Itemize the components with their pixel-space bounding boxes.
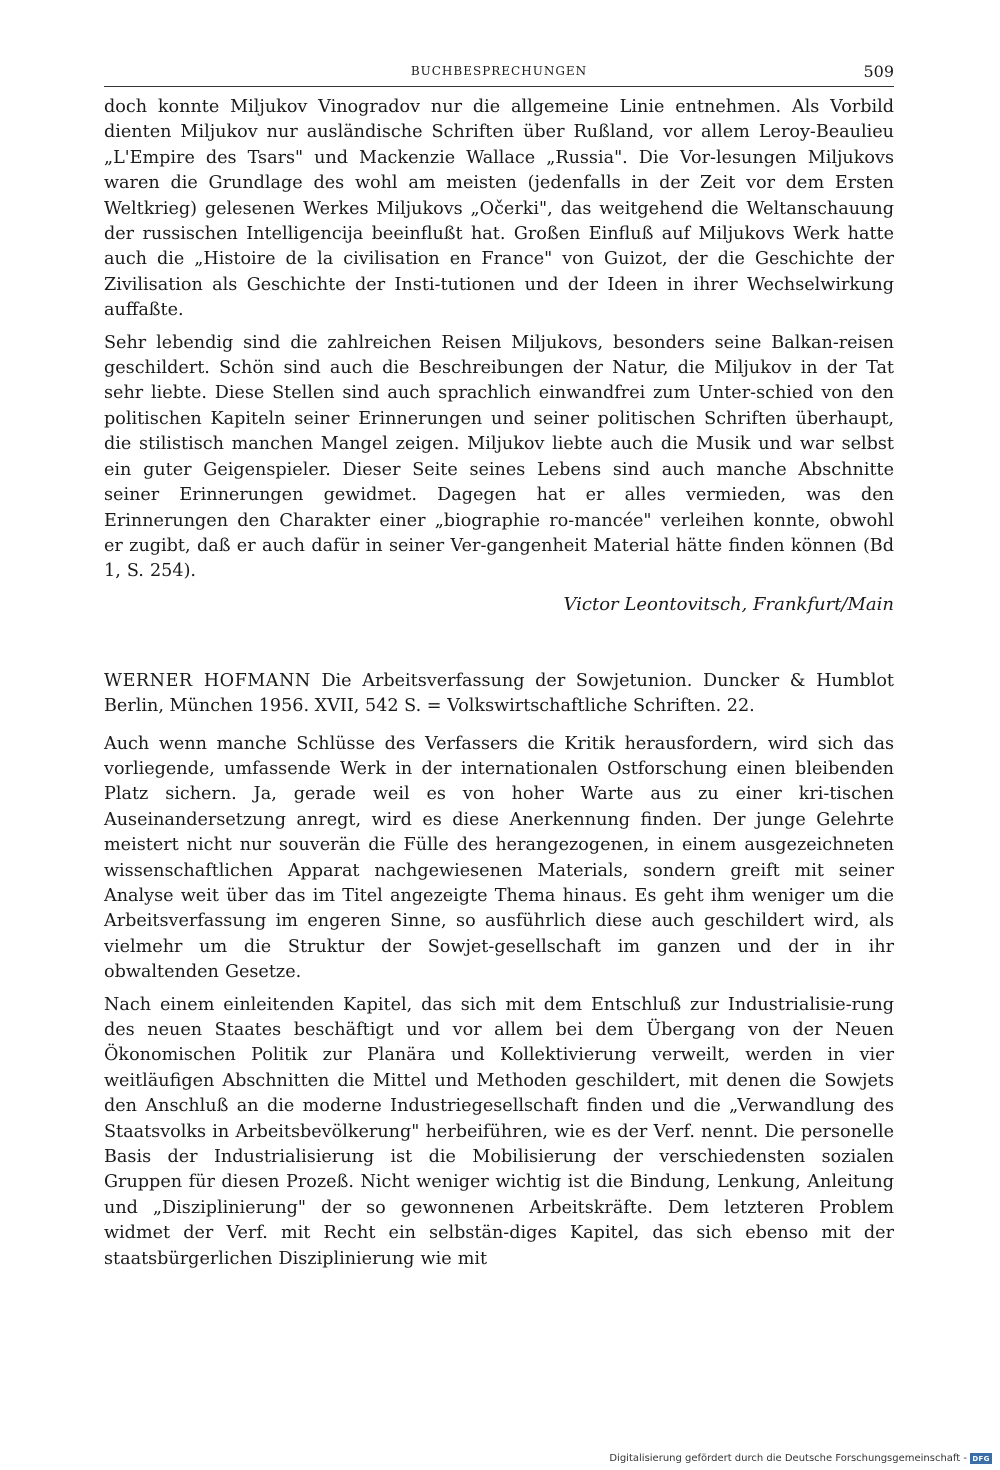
reviewer-signature: Victor Leontovitsch, Frankfurt/Main (563, 593, 894, 615)
digitization-footer (609, 1453, 992, 1464)
paragraph-1: doch konnte Miljukov Vinogradov nur die allgemeine Linie entnehmen. Als Vorbild dienten Miljukov nur ausländische Schriften über Rußland, vor allem Leroy-Beaulieu „L'Empire des Tsars" und Mackenzie Wallace „Russia". Die Vor-lesungen Miljukovs waren die Grundlage des wohl am meisten (jedenfalls in der Zeit vor dem Ersten Weltkrieg) gelesenen Werkes Miljukovs „Očerki", das weitgehend die Weltanschauung der russischen Intelligencija beeinflußt hat. Großen Einfluß auf Miljukovs Werk hatte auch die „Histoire de la civilisation en France" von Guizot, der die Geschichte der Zivilisation als Geschichte der Insti-tutionen und der Ideen in ihrer Wechselwirkung auffaßte. (104, 97, 894, 321)
paragraph-3: Auch wenn manche Schlüsse des Verfassers die Kritik herausfordern, wird sich das vorliegende, umfassende Werk in der internationalen Ostforschung einen bleibenden Platz sichern. Ja, gerade weil es von hoher Warte aus zu einer kri-tischen Auseinandersetzung anregt, wird es diese Anerkennung finden. Der junge Gelehrte meistert nicht nur souverän die Fülle des herangezogenen, in einem ausgezeichneten wissenschaftlichen Apparat nachgewiesenen Materials, sondern greift mit seiner Analyse weit über das im Titel angezeigte Thema hinaus. Es geht ihm weniger um die Arbeitsverfassung im engeren Sinne, so ausführlich diese auch geschildert wird, als vielmehr um die Struktur der Sowjet-gesellschaft im ganzen und der in ihr obwaltenden Gesetze. (104, 733, 894, 983)
running-header (104, 56, 894, 87)
paragraph-2: Sehr lebendig sind die zahlreichen Reisen Miljukovs, besonders seine Balkan-reisen geschildert. Schön sind auch die Beschreibungen der Natur, die Miljukov in der Tat sehr liebte. Diese Stellen sind auch sprachlich einwandfrei zum Unter-schied von den politischen Kapiteln seiner Erinnerungen und seiner politischen Schriften überhaupt, die stilistisch manchen Mangel zeigen. Miljukov liebte auch die Musik und war selbst ein guter Geigenspieler. Dieser Seite seines Lebens sind auch manche Abschnitte seiner Erinnerungen gewidmet. Dagegen hat er alles vermieden, was den Erinnerungen den Charakter einer „biographie ro-mancée" verleihen konnte, obwohl er zugibt, daß er auch dafür in seiner Ver-gangenheit Material hätte finden können (Bd 1, S. 254). (104, 332, 894, 582)
paragraph-4: Nach einem einleitenden Kapitel, das sich mit dem Entschluß zur Industrialisie-rung des neuen Staates beschäftigt und vor allem bei dem Übergang von der Neuen Ökonomischen Politik zur Planära und Kollektivierung verweilt, werden in vier weitläufigen Abschnitten die Mittel und Methoden geschildert, mit denen die Sowjets den Anschluß an die moderne Industriegesellschaft finden und die „Verwandlung des Staatsvolks in Arbeitsbevölkerung" herbeiführen, wie es der Verf. nennt. Die personelle Basis der Industrialisierung ist die Mobilisierung der verschiedensten sozialen Gruppen für diesen Prozeß. Nicht weniger wichtig ist die Bindung, Lenkung, Anleitung und „Disziplinierung" der so gewonnenen Arbeitskräfte. Dem letzteren Problem widmet der Verf. mit Recht ein selbstän-diges Kapitel, das sich ebenso mit der staatsbürgerlichen Disziplinierung wie mit (104, 994, 894, 1269)
review-citation-block (104, 669, 894, 720)
footer-note-text: Digitalisierung gefördert durch die Deutsche Forschungsgemeinschaft - (609, 1453, 967, 1464)
review-citation: Die Arbeitsverfassung der Sowjetunion. Duncker & Humblot Berlin, München 1956. XVII, 542 S. = Volkswirtschaftliche Schriften. 22. (104, 670, 894, 717)
page-content (104, 56, 894, 1272)
dfg-logo-icon: DFG (970, 1453, 992, 1464)
page-number: 509 (863, 62, 894, 81)
review-author: WERNER HOFMANN (104, 670, 311, 691)
running-title: BUCHBESPRECHUNGEN (410, 64, 588, 78)
